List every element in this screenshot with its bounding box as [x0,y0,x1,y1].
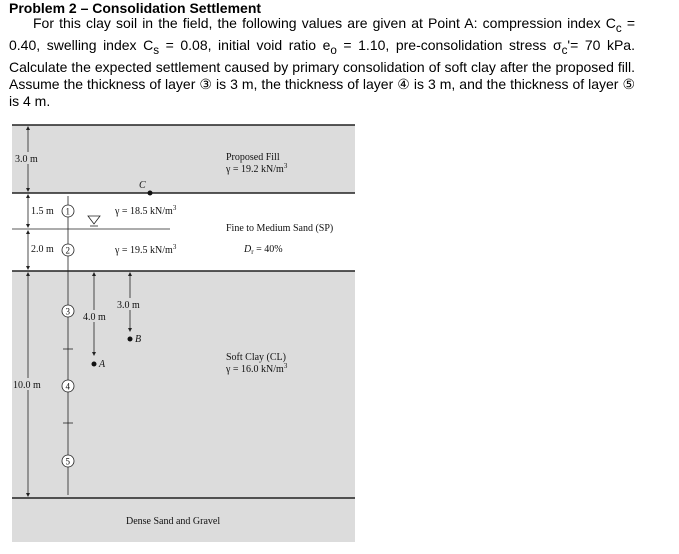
layer-number-4 [62,380,74,392]
sand-lower-gamma-label: γ = 19.5 $kN/m^3$ [115,243,177,256]
point-a-marker [92,362,97,367]
point-c-marker [148,191,153,196]
point-b-label: B [135,334,142,345]
svg-text:4: 4 [65,381,70,392]
sand-lower-thickness-label: 2.0 m [31,244,54,255]
point-a-depth-label: 4.0 m [83,312,106,323]
svg-text:3: 3 [65,306,70,317]
fill-gamma-label: γ = 19.2 $kN/m^3$ [226,162,288,175]
clay-thickness-label: 10.0 m [13,380,41,391]
point-c-label: C [139,180,146,191]
problem-statement: For this clay soil in the field, the following values are given at Point A: compression index $C_c = 0.40$, swelling index $C_s = 0.08$, initial void ratio $e_o = 1.10$, pre-consolidation stress $\sigma_c'= 70$ kPa. Calculate the expected settlement caused by primary consolidation of soft clay after the proposed fill. Assume the thickness of layer ③ is 3 m, the thickness of layer ④ is 3 m, and the thickness of layer ⑤ is 4 m. [9,15,635,109]
svg-text:5: 5 [65,456,70,467]
gravel-name-label: Dense Sand and Gravel [126,516,221,527]
sand-dr-label: $D_r = 40\%$ [244,244,283,256]
problem-title: Problem 2 – Consolidation Settlement [9,0,262,16]
sand-name-label: Fine to Medium Sand (SP) [226,223,334,234]
clay-gamma-label: γ = 16.0 $kN/m^3$ [226,362,288,375]
fill-name-label: Proposed Fill [226,152,280,163]
point-b-depth-label: 3.0 m [117,300,140,311]
point-a-label: A [99,359,106,370]
sand-upper-gamma-label: γ = 18.5 $kN/m^3$ [115,204,177,217]
layer-number-1 [62,205,74,217]
svg-text:1: 1 [65,206,70,217]
point-b-marker [128,337,133,342]
fill-thickness-label: 3.0 m [15,154,38,165]
fill-layer [12,125,355,193]
layer-number-2 [62,244,74,256]
sand-upper-thickness-label: 1.5 m [31,206,54,217]
layer-number-5 [62,455,74,467]
svg-text:2: 2 [65,245,70,256]
layer-number-3 [62,305,74,317]
clay-name-label: Soft Clay (CL) [226,352,286,363]
